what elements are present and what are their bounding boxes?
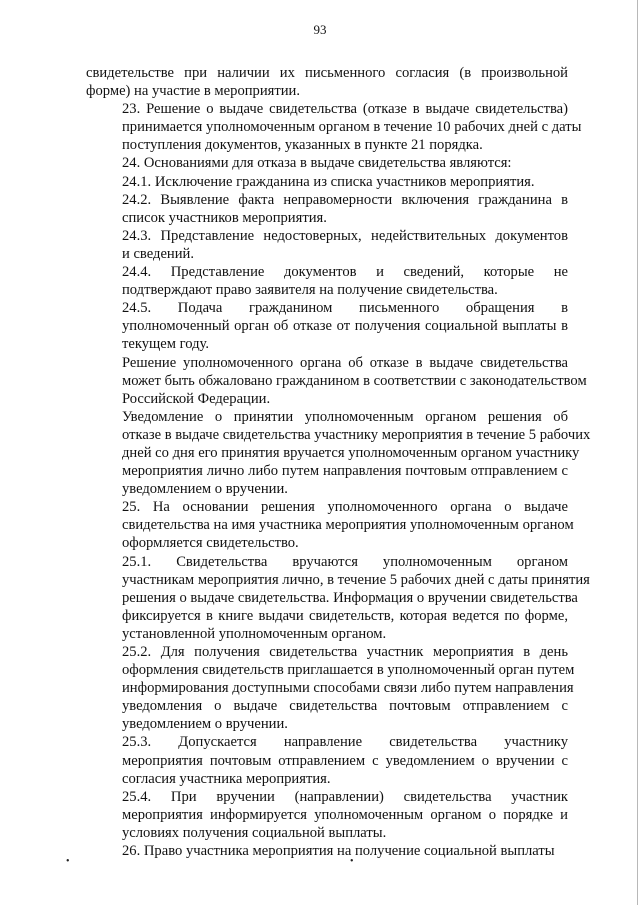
text-line: мероприятия лично либо путем направления почтовым отправлением с — [122, 463, 568, 480]
paragraph-p24 — [86, 154, 568, 172]
paragraph-p25-4 — [86, 788, 568, 842]
scan-edge-line — [637, 0, 638, 905]
text-line: уведомления о выдаче свидетельства почтовым отправлением с — [122, 698, 568, 715]
paragraph-p25-1 — [86, 553, 590, 643]
paragraph-p26 — [86, 842, 568, 860]
paragraph-p25-3 — [86, 733, 568, 787]
text-line: может быть обжаловано гражданином в соответствии с законодательством — [122, 372, 587, 389]
paragraph-p25-2 — [86, 643, 575, 733]
text-line: 24.3. Представление недостоверных, недействительных документов — [122, 227, 568, 244]
paragraph-p24-5 — [86, 299, 568, 353]
text-line: информирования доступными способами связи либо путем направления — [122, 680, 574, 697]
text-line: уведомлением о вручении. — [122, 481, 288, 498]
text-line: 25.2. Для получения свидетельства участник мероприятия в день — [122, 644, 568, 660]
scan-speck: • — [350, 856, 354, 867]
text-line: свидетельстве при наличии их письменного согласия (в произвольной — [86, 65, 568, 81]
text-line: 24.2. Выявление факта неправомерности включения гражданина в — [122, 191, 568, 208]
text-line: 24. Основаниями для отказа в выдаче свидетельства являются: — [122, 155, 512, 172]
text-line: условиях получения социальной выплаты. — [122, 824, 387, 841]
text-line: установленной уполномоченным органом. — [122, 625, 387, 642]
text-line: отказе в выдаче свидетельства участнику мероприятия в течение 5 рабочих — [122, 426, 591, 443]
text-line: уполномоченный орган об отказе от получения социальной выплаты в — [122, 318, 568, 335]
text-line: поступления документов, указанных в пункте 21 порядка. — [122, 137, 483, 154]
paragraph-p24-2 — [86, 191, 568, 227]
paragraph-p25 — [86, 498, 574, 552]
text-line: Уведомление о принятии уполномоченным органом решения об — [122, 408, 568, 425]
text-line: участникам мероприятия лично, в течение 5 рабочих дней с даты принятия — [122, 571, 590, 588]
paragraph-p24-4 — [86, 263, 568, 299]
text-line: Российской Федерации. — [122, 390, 271, 407]
paragraph-p24-1 — [86, 173, 568, 191]
paragraph-p-notice — [86, 408, 591, 498]
text-line: текущем году. — [122, 336, 210, 353]
text-line: 25.1. Свидетельства вручаются уполномоченным органом — [122, 553, 568, 570]
text-line: Решение уполномоченного органа об отказе в выдаче свидетельства — [122, 354, 568, 371]
text-line: подтверждают право заявителя на получение свидетельства. — [122, 282, 498, 299]
paragraph-p23 — [86, 100, 582, 154]
text-line: уведомлением о вручении. — [122, 716, 288, 733]
text-line: 26. Право участника мероприятия на получение социальной выплаты — [122, 843, 555, 860]
text-line: 24.1. Исключение гражданина из списка участников мероприятия. — [122, 173, 535, 190]
text-line: и сведений. — [122, 245, 195, 262]
text-line: 25. На основании решения уполномоченного органа о выдаче — [122, 499, 568, 516]
scan-speck: • — [66, 856, 70, 867]
text-line: мероприятия информируется уполномоченным органом о порядке и — [122, 806, 568, 823]
text-line: оформляется свидетельство. — [122, 535, 299, 552]
text-line: 25.3. Допускается направление свидетельства участнику — [122, 734, 568, 751]
text-line: 25.4. При вручении (направлении) свидетельства участник — [122, 788, 568, 805]
text-line: оформления свидетельств приглашается в уполномоченный орган путем — [122, 662, 575, 679]
paragraph-p-appeal — [86, 354, 587, 408]
text-line: согласия участника мероприятия. — [122, 770, 331, 787]
text-line: принимается уполномоченным органом в течение 10 рабочих дней с даты — [122, 119, 582, 136]
text-line: фиксируется в книге выдачи свидетельств, которая ведется по форме, — [122, 607, 568, 624]
text-line: свидетельства на имя участника мероприятия уполномоченным органом — [122, 517, 574, 534]
text-line: мероприятия почтовым отправлением с уведомлением о вручении с — [122, 752, 568, 769]
paragraph-p24-3 — [86, 227, 568, 263]
page-number: 93 — [313, 22, 327, 37]
text-line: решения о выдаче свидетельства. Информация о вручении свидетельства — [122, 589, 578, 606]
text-line: 24.4. Представление документов и сведений, которые не — [122, 264, 568, 281]
paragraph-p0 — [86, 64, 568, 100]
text-line: список участников мероприятия. — [122, 209, 327, 226]
text-line: 24.5. Подача гражданином письменного обращения в — [122, 300, 568, 317]
text-line: дней со дня его принятия вручается уполномоченным органом участнику — [122, 444, 580, 461]
document-body — [86, 64, 591, 860]
text-line: 23. Решение о выдаче свидетельства (отказе в выдаче свидетельства) — [122, 101, 568, 118]
text-line: форме) на участие в мероприятии. — [86, 83, 301, 100]
